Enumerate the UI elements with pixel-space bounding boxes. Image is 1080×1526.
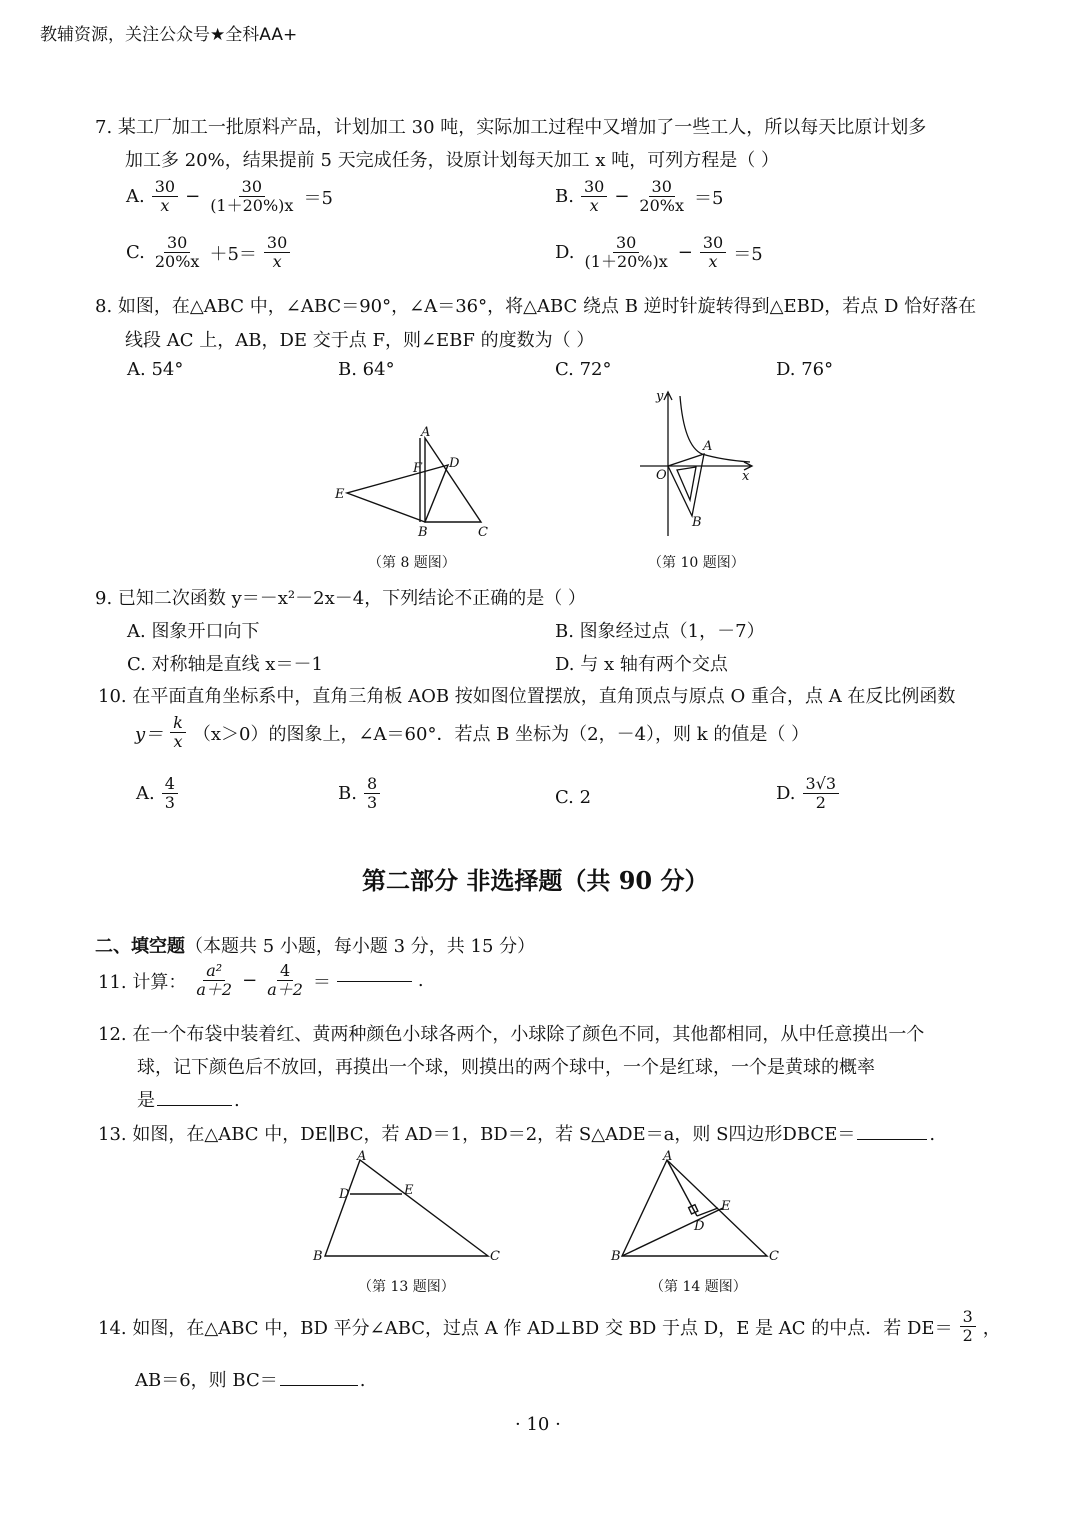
fig10-caption: （第 10 题图） xyxy=(648,555,745,571)
q10-option-a xyxy=(136,775,181,813)
numerator: 4 xyxy=(162,775,178,794)
fig8-caption: （第 8 题图） xyxy=(368,555,456,571)
label-a: A xyxy=(421,425,431,440)
q13-text: 13. 如图，在△ABC 中，DE∥BC，若 AD＝1，BD＝2，若 S△ADE＝a，则 S四边形DBCE＝ xyxy=(98,1124,856,1145)
fraction xyxy=(700,234,726,272)
numerator: 30 xyxy=(239,178,265,197)
fraction xyxy=(960,1308,976,1346)
q7-line2: 加工多 20%，结果提前 5 天完成任务，设原计划每天加工 x 吨，可列方程是（ ） xyxy=(125,150,779,171)
q9-option-d: D. 与 x 轴有两个交点 xyxy=(555,654,728,675)
q10-line1: 10. 在平面直角坐标系中，直角三角板 AOB 按如图位置摆放，直角顶点与原点 O 重合，点 A 在反比例函数 xyxy=(98,686,956,707)
q10-option-d xyxy=(776,775,842,813)
section2-note: （本题共 5 小题，每小题 3 分，共 15 分） xyxy=(185,936,536,957)
equals-value: ＝5 xyxy=(694,187,724,209)
q14-line2-text: AB＝6，则 BC＝ xyxy=(135,1370,278,1391)
q8-option-c: C. 72° xyxy=(555,359,612,380)
equals: ＝ xyxy=(312,971,331,993)
q14-line1 xyxy=(98,1308,1001,1346)
label-c: C xyxy=(490,1249,500,1264)
label-e: E xyxy=(335,487,345,502)
fraction xyxy=(264,962,306,1000)
period: . xyxy=(929,1124,936,1145)
q10-line2-text: （x＞0）的图象上，∠A＝60°．若点 B 坐标为（2，－4），则 k 的值是（ ） xyxy=(192,723,810,745)
q14-line2 xyxy=(135,1366,365,1392)
q7-line1: 7. 某工厂加工一批原料产品，计划加工 30 吨，实际加工过程中又增加了一些工人，所以每天比原计划多 xyxy=(95,117,927,138)
denominator: 3 xyxy=(366,793,378,813)
section2-title: 二、填空题 xyxy=(95,936,185,957)
q7-option-d xyxy=(555,234,763,272)
q7-option-a xyxy=(126,178,333,216)
option-label: B. xyxy=(555,186,574,208)
triangle-abc xyxy=(325,1160,488,1256)
fraction xyxy=(207,178,296,216)
fig13-caption: （第 13 题图） xyxy=(358,1279,455,1295)
figure-8 xyxy=(325,420,510,545)
numerator: 4 xyxy=(277,962,293,981)
denominator: x xyxy=(272,252,282,272)
denominator: x xyxy=(708,252,718,272)
denominator: a＋2 xyxy=(267,980,303,1000)
equals-value: ＝5 xyxy=(303,187,333,209)
numerator: 30 xyxy=(613,234,639,253)
q9-stem: 9. 已知二次函数 y＝－x²－2x－4，下列结论不正确的是（ ） xyxy=(95,588,586,609)
denominator: (1＋20%)x xyxy=(584,252,668,272)
q12-line3 xyxy=(137,1086,240,1112)
numerator: 8 xyxy=(364,775,380,794)
fraction xyxy=(264,234,290,272)
denominator: 20%x xyxy=(154,252,200,272)
fraction xyxy=(162,775,178,813)
operator: − xyxy=(185,186,201,208)
q7-option-b xyxy=(555,178,723,216)
numerator: k xyxy=(170,714,186,733)
label-d: D xyxy=(449,456,460,471)
option-label: D. xyxy=(776,783,796,805)
q9-option-c: C. 对称轴是直线 x＝－1 xyxy=(127,654,323,675)
denominator: a＋2 xyxy=(196,980,233,1000)
label-b: B xyxy=(692,515,702,530)
option-label: D. xyxy=(555,242,575,264)
operator: − xyxy=(242,970,258,992)
q9-option-a: A. 图象开口向下 xyxy=(127,621,260,642)
fraction xyxy=(152,234,203,272)
fraction xyxy=(193,962,235,1000)
numerator: 30 xyxy=(700,234,726,253)
label-c: C xyxy=(478,525,488,540)
numerator: 3√3 xyxy=(803,775,840,794)
label-c: C xyxy=(769,1249,779,1264)
function-prefix: y＝ xyxy=(135,723,164,745)
label-a: A xyxy=(357,1149,367,1164)
answer-blank[interactable] xyxy=(280,1384,358,1386)
q12-line3-text: 是 xyxy=(137,1090,155,1111)
label-a: A xyxy=(703,439,713,454)
triangle-abc xyxy=(425,438,481,522)
denominator: (1＋20%)x xyxy=(210,196,294,216)
numerator: 30 xyxy=(264,234,290,253)
label-x: x xyxy=(742,469,750,484)
option-label: A. xyxy=(126,186,145,208)
period: . xyxy=(234,1090,240,1111)
answer-blank[interactable] xyxy=(157,1104,232,1106)
figure-10 xyxy=(632,388,757,540)
q10-option-b xyxy=(338,775,383,813)
label-e: E xyxy=(404,1183,414,1198)
figure-13 xyxy=(305,1148,505,1268)
q8-option-b: B. 64° xyxy=(338,359,395,380)
q8-line2: 线段 AC 上，AB，DE 交于点 F，则∠EBF 的度数为（ ） xyxy=(125,330,595,351)
denominator: 2 xyxy=(815,793,826,813)
denominator: x xyxy=(160,196,170,216)
bisector-bd xyxy=(622,1208,723,1256)
denominator: x xyxy=(173,732,183,752)
part2-title: 第二部分 非选择题（共 90 分） xyxy=(362,866,709,895)
hyperbola-curve xyxy=(680,396,750,462)
label-b: B xyxy=(313,1249,323,1264)
label-a: A xyxy=(663,1149,673,1164)
q10-option-c: C. 2 xyxy=(555,787,592,808)
fig14-caption: （第 14 题图） xyxy=(650,1279,747,1295)
label-d: D xyxy=(694,1219,705,1234)
label-d: D xyxy=(339,1187,350,1202)
fraction xyxy=(581,178,607,216)
triangle-ebd xyxy=(347,465,448,522)
option-label: B. xyxy=(338,783,357,805)
numerator: 30 xyxy=(164,234,190,253)
triangle-aob xyxy=(668,454,704,516)
fraction xyxy=(364,775,380,813)
fraction xyxy=(170,714,186,752)
q8-line1: 8. 如图，在△ABC 中，∠ABC＝90°，∠A＝36°，将△ABC 绕点 B 逆时针旋转得到△EBD，若点 D 恰好落在 xyxy=(95,296,977,317)
q12-line2: 球，记下颜色后不放回，再摸出一个球，则摸出的两个球中，一个是红球，一个是黄球的概率 xyxy=(137,1057,875,1078)
numerator: 3 xyxy=(960,1308,976,1327)
q7-option-c xyxy=(126,234,293,272)
section2-heading xyxy=(95,932,535,958)
label-e: E xyxy=(721,1199,731,1214)
numerator: 30 xyxy=(152,178,178,197)
segment-ad xyxy=(667,1160,697,1216)
q13 xyxy=(98,1120,935,1146)
q14-text: 14. 如图，在△ABC 中，BD 平分∠ABC，过点 A 作 AD⊥BD 交 BD 于点 D，E 是 AC 的中点．若 DE＝ xyxy=(98,1317,953,1339)
answer-blank[interactable] xyxy=(337,980,412,982)
fraction xyxy=(636,178,687,216)
q12-line1: 12. 在一个布袋中装着红、黄两种颜色小球各两个，小球除了颜色不同，其他都相同，从中任意摸出一个 xyxy=(98,1024,925,1045)
triangle-hole xyxy=(677,467,696,500)
label-b: B xyxy=(418,525,428,540)
fraction xyxy=(582,234,671,272)
operator: ＋5＝ xyxy=(209,243,257,265)
option-label: A. xyxy=(136,783,155,805)
figure-14 xyxy=(605,1148,785,1268)
label-o: O xyxy=(656,468,667,483)
fraction xyxy=(152,178,178,216)
denominator: 20%x xyxy=(639,196,684,216)
label-b: B xyxy=(611,1249,621,1264)
operator: − xyxy=(677,242,693,264)
q8-option-d: D. 76° xyxy=(776,359,834,380)
denominator: 3 xyxy=(164,793,175,813)
label-y: y xyxy=(656,389,664,404)
label-f: F xyxy=(413,461,423,476)
comma: ， xyxy=(982,1317,1001,1339)
fraction xyxy=(803,775,840,813)
page-number: · 10 · xyxy=(515,1414,561,1435)
q11-prefix: 11. 计算： xyxy=(98,971,187,993)
equals-value: ＝5 xyxy=(733,243,763,265)
denominator: 2 xyxy=(962,1326,973,1346)
period: . xyxy=(417,970,424,992)
option-label: C. xyxy=(126,242,145,264)
q8-option-a: A. 54° xyxy=(127,359,184,380)
q9-option-b: B. 图象经过点（1，－7） xyxy=(555,621,765,642)
period: . xyxy=(359,1370,366,1391)
q10-line2 xyxy=(135,714,809,752)
q11 xyxy=(98,962,424,1000)
numerator: 30 xyxy=(649,178,675,197)
denominator: x xyxy=(589,196,599,216)
triangle-abc xyxy=(622,1160,767,1256)
header-watermark: 教辅资源，关注公众号★全科AA+ xyxy=(40,25,298,45)
numerator: 30 xyxy=(581,178,607,197)
answer-blank[interactable] xyxy=(857,1138,927,1140)
operator: − xyxy=(614,186,630,208)
numerator: a² xyxy=(203,962,225,981)
